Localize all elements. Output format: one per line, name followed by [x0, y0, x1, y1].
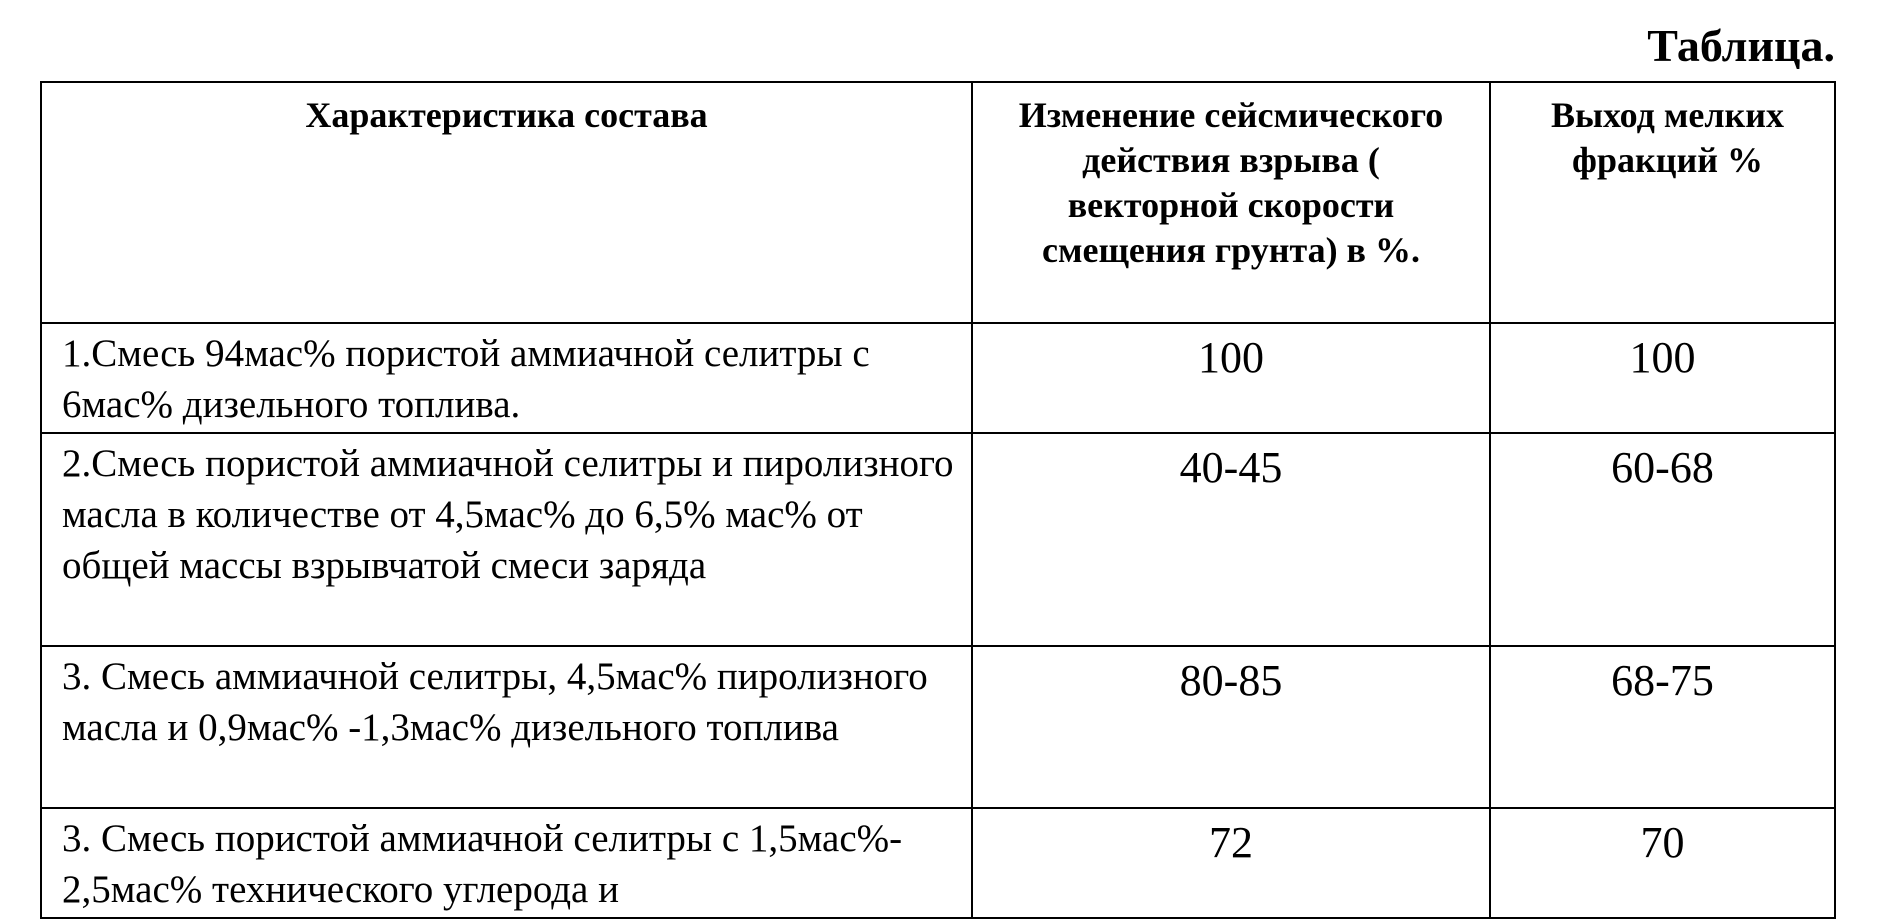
composition-table [40, 81, 1836, 919]
row-seismic-change: 72 [972, 808, 1490, 918]
table-row [41, 646, 1835, 808]
row-seismic-change: 100 [972, 323, 1490, 433]
table-row [41, 808, 1835, 918]
table-row [41, 433, 1835, 646]
row-description: 2.Смесь пористой аммиачной селитры и пиролизного масла в количестве от 4,5мас% до 6,5% мас% от общей массы взрывчатой смеси заряда [41, 433, 972, 646]
row-fines-yield: 60-68 [1490, 433, 1835, 646]
row-seismic-change: 80-85 [972, 646, 1490, 808]
header-seismic-change [972, 82, 1490, 323]
row-fines-yield: 68-75 [1490, 646, 1835, 808]
header-composition-label: Характеристика состава [305, 95, 708, 135]
table-header-row [41, 82, 1835, 323]
table-caption: Таблица. [1647, 20, 1835, 71]
header-seismic-change-label: Изменение сейсмического действия взрыва ( векторной скорости смещения грунта) в %. [1018, 95, 1444, 270]
row-description: 3. Смесь аммиачной селитры, 4,5мас% пиролизного масла и 0,9мас% -1,3мас% дизельного топлива [41, 646, 972, 808]
table-row [41, 323, 1835, 433]
header-fines-yield-label: Выход мелких фракций % [1550, 95, 1785, 180]
header-fines-yield [1490, 82, 1835, 323]
row-description: 1.Смесь 94мас% пористой аммиачной селитры с 6мас% дизельного топлива. [41, 323, 972, 433]
row-seismic-change: 40-45 [972, 433, 1490, 646]
header-composition [41, 82, 972, 323]
row-fines-yield: 100 [1490, 323, 1835, 433]
row-description: 3. Смесь пористой аммиачной селитры с 1,5мас%- 2,5мас% технического углерода и [41, 808, 972, 918]
row-fines-yield: 70 [1490, 808, 1835, 918]
